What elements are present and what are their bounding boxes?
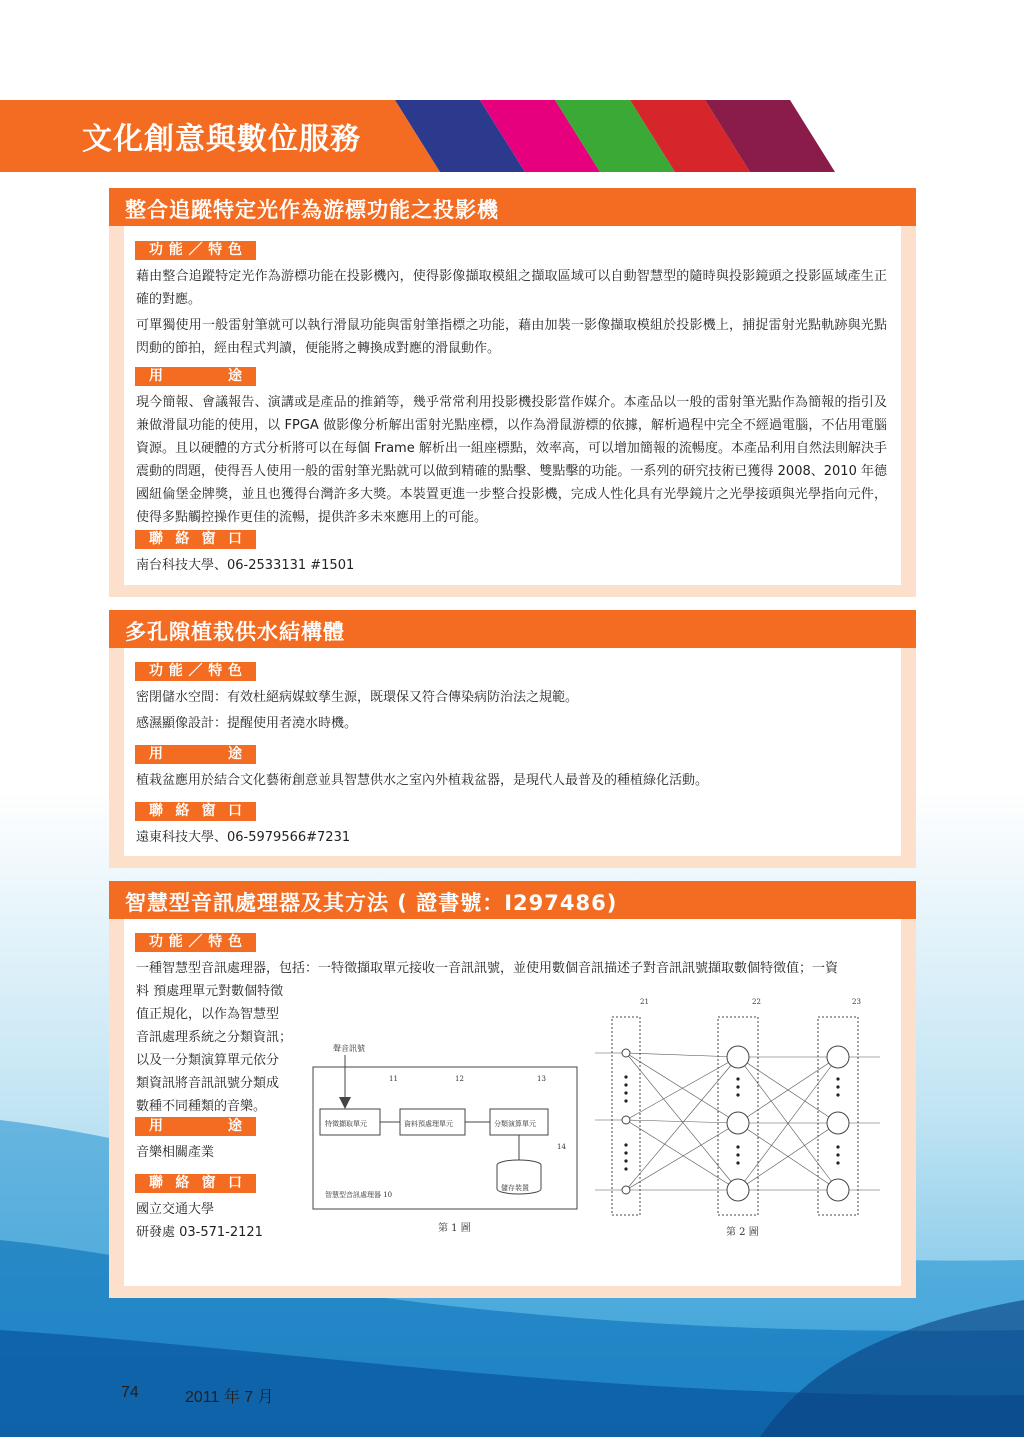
issue-date: 2011 年 7 月 [185, 1389, 274, 1406]
feature-line: 料 預處理單元對數個特徵 [136, 984, 284, 999]
product-card-projector [109, 188, 916, 597]
ref-22: 22 [752, 998, 761, 1006]
ref-11: 11 [389, 1075, 398, 1083]
usage-text: 現今簡報、會議報告、演講或是產品的推銷等，幾乎常常利用投影機投影當作媒介。本產品以一般的雷射筆光點作為簡報的指引及兼做滑鼠功能的使用，以 FPGA 做影像分析解出雷射光點座標，以作為滑鼠游標的依據，解析過程中完全不經過電腦，不佔用電腦資源。且以硬體的方式分析將可以在每個 Frame 解析出一組座標點，效率高，可以增加簡報的流暢度。本產品利用自然法則解決手震動的問題，使得吾人使用一般的雷射筆光點就可以做到精確的點擊、雙點擊的功能。一系列的研究技術已獲得 2008、2010 年德國紐倫堡金牌獎，並且也獲得台灣許多大獎。本裝置更進一步整合投影機，完成人性化具有光學鏡片之光學接頭與光學指向元件，使得多點觸控操作更佳的流暢，提供許多未來應用上的可能。 [136, 395, 887, 525]
features-text-column [136, 980, 296, 1118]
section-title: 文化創意與數位服務 [82, 122, 361, 157]
usage-label: 用 途 [135, 1117, 256, 1136]
ref-14: 14 [557, 1143, 566, 1151]
figure-2-network-diagram [590, 995, 900, 1245]
feature-paragraph: 藉由整合追蹤特定光作為游標功能在投影機內，使得影像擷取模組之擷取區域可以自動智慧型的隨時與投影鏡頭之投影區域產生正確的對應。 [136, 269, 887, 307]
feature-line: 以及一分類演算單元依分 [136, 1053, 280, 1068]
preprocessing-label: 資料預處理單元 [404, 1120, 453, 1128]
card-body [124, 648, 901, 856]
card-title: 多孔隙植栽供水結構體 [125, 620, 345, 644]
figure-1-caption: 第 1 圖 [438, 1223, 471, 1234]
card-header [109, 881, 916, 919]
card-title: 智慧型音訊處理器及其方法 ( 證書號：I297486) [125, 891, 618, 915]
ref-13: 13 [537, 1075, 546, 1083]
ref-23: 23 [852, 998, 861, 1006]
contact-label: 聯絡窗口 [135, 1174, 256, 1193]
card-title: 整合追蹤特定光作為游標功能之投影機 [125, 198, 499, 222]
ref-12: 12 [455, 1075, 464, 1083]
hidden-nodes [727, 1046, 749, 1201]
features-text [136, 686, 887, 735]
feature-line: 類資訊將音訊訊號分類成 [136, 1076, 280, 1091]
figure-1-block-diagram [305, 1035, 585, 1240]
contact-line: 國立交通大學 [136, 1202, 215, 1217]
usage-label: 用 途 [135, 745, 256, 764]
features-label: 功能／特色 [135, 662, 256, 681]
features-label: 功能／特色 [135, 933, 256, 952]
features-text-line: 一種智慧型音訊處理器，包括：一特徵擷取單元接收一音訊訊號，並使用數個音訊描述子對音訊訊號擷取數個特徵值；一資 [136, 961, 839, 976]
card-body [124, 226, 901, 585]
feature-extraction-label: 特徵擷取單元 [325, 1120, 367, 1128]
ref-21: 21 [640, 998, 649, 1006]
feature-line: 數種不同種類的音樂。 [136, 1099, 267, 1114]
contact-label: 聯絡窗口 [135, 802, 256, 821]
contact-text: 遠東科技大學、06-5979566#7231 [136, 830, 351, 845]
feature-paragraph: 密閉儲水空間：有效杜絕病媒蚊孳生源，既環保又符合傳染病防治法之規範。 [136, 690, 579, 705]
card-header [109, 188, 916, 226]
contact-line: 研發處 03-571-2121 [136, 1225, 263, 1240]
usage-text: 音樂相關產業 [136, 1145, 215, 1160]
storage-label: 儲存裝置 [501, 1184, 529, 1192]
usage-label: 用 途 [135, 367, 256, 386]
feature-line: 音訊處理系統之分類資訊； [136, 1030, 293, 1045]
card-header [109, 610, 916, 648]
system-label: 智慧型音訊處理器 10 [325, 1191, 393, 1199]
page-number: 74 [121, 1384, 139, 1401]
feature-line: 值正規化，以作為智慧型 [136, 1007, 280, 1022]
feature-paragraph: 可單獨使用一般雷射筆就可以執行滑鼠功能與雷射筆指標之功能，藉由加裝一影像擷取模組於投影機上，捕捉雷射光點軌跡與光點閃動的節拍，經由程式判讀，便能將之轉換成對應的滑鼠動作。 [136, 318, 887, 356]
features-text [136, 265, 887, 360]
features-label: 功能／特色 [135, 241, 256, 260]
contact-label: 聯絡窗口 [135, 530, 256, 549]
output-nodes [827, 1046, 849, 1201]
classification-label: 分類演算單元 [494, 1120, 536, 1128]
feature-paragraph: 感濕顯像設計：提醒使用者澆水時機。 [136, 716, 358, 731]
input-nodes [622, 1049, 630, 1194]
input-arrowhead [339, 1097, 351, 1109]
figure-2-caption: 第 2 圖 [726, 1227, 759, 1238]
usage-text: 植栽盆應用於結合文化藝術創意並具智慧供水之室內外植栽盆器，是現代人最普及的種植綠化活動。 [136, 773, 709, 788]
product-card-planter [109, 610, 916, 868]
input-signal-label: 聲音訊號 [333, 1044, 365, 1053]
contact-text: 南台科技大學、06-2533131 #1501 [136, 558, 355, 573]
